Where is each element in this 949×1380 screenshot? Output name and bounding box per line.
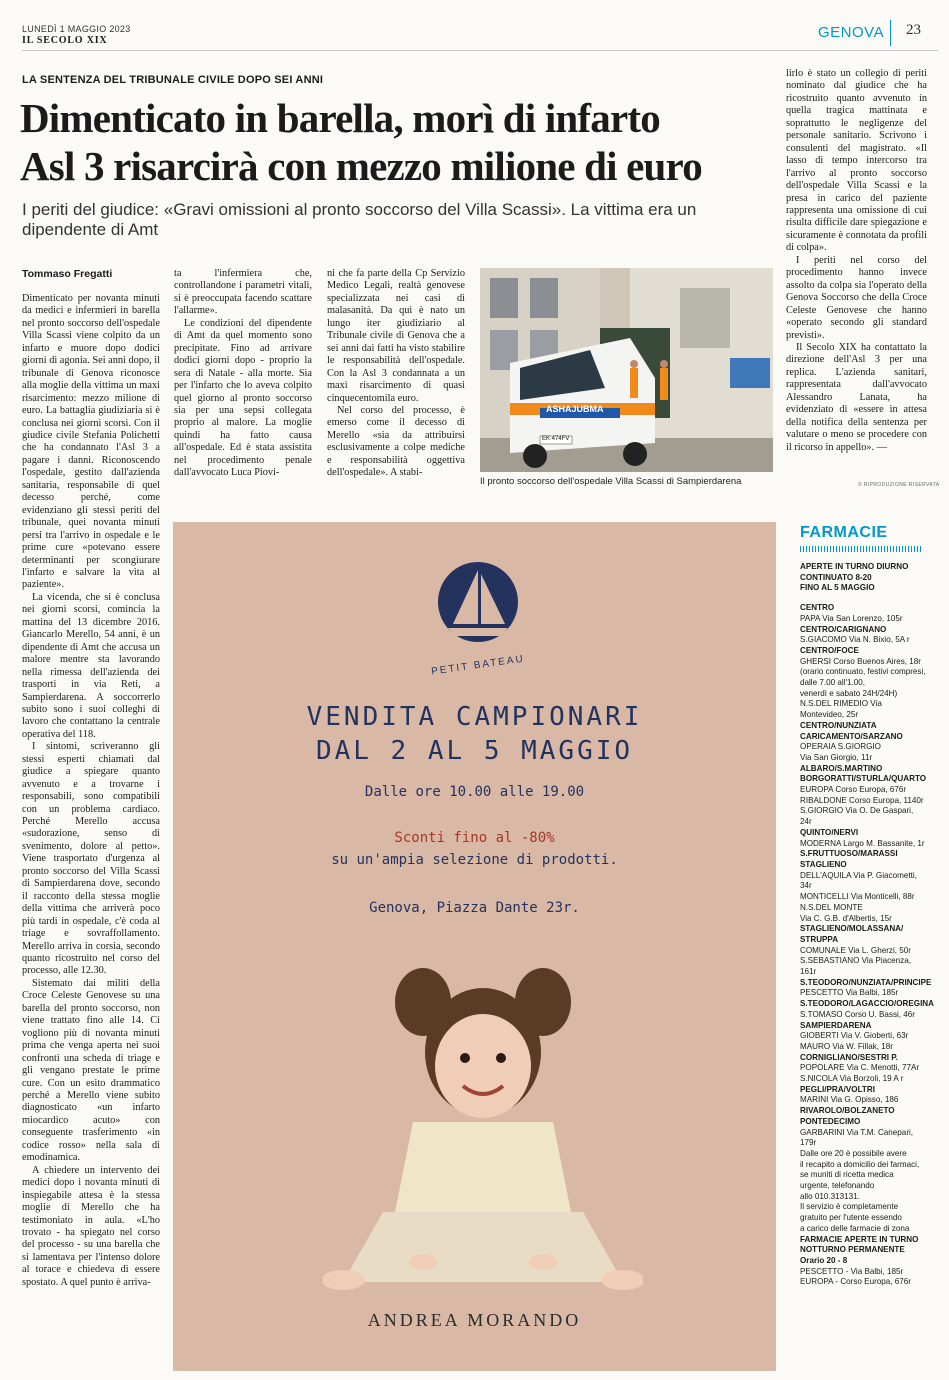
pharmacy-entry: urgente, telefonando [800, 1181, 875, 1191]
pharmacy-zone: Orario 20 - 8 [800, 1256, 848, 1265]
pharmacy-entry: PESCETTO - Via Balbi, 185r [800, 1266, 904, 1276]
pharmacy-entry: S.GIACOMO Via N. Bixio, 5A r [800, 635, 910, 645]
paragraph: Nel corso del processo, è emerso come il decesso di Merello «sia da attribuirsi esclusivamente a colpe mediche e responsabilità oggettiva dell'ospedale». A stabi- [327, 404, 465, 479]
pharmacy-entry: GARBARINI Via T.M. Canepari, 179r [800, 1127, 914, 1148]
pharmacy-entry: MARINI Via G. Opisso, 186 [800, 1095, 899, 1105]
pharmacy-entry: RIBALDONE Corso Europa, 1140r [800, 795, 924, 805]
pharmacy-entry: S.TOMASO Corso U. Bassi, 46r [800, 1009, 915, 1019]
ad-line-2: DAL 2 AL 5 MAGGIO [315, 736, 634, 766]
pharmacy-entry: S.NICOLA Via Borzoli, 19 A r [800, 1074, 904, 1084]
pharmacy-entry: il recapito a domicilio dei farmaci, [800, 1159, 920, 1169]
pharmacy-zone: CENTRO [800, 603, 835, 613]
page-number: 23 [906, 22, 921, 38]
headline-line-1: Dimenticato in barella, morì di infarto [20, 95, 660, 141]
pharmacy-entry: Via C. G.B. d'Albertis, 15r [800, 913, 892, 923]
pharmacy-entry: gratuito per l'utente essendo [800, 1213, 902, 1223]
paragraph: lirlo è stato un collegio di periti nominato dal giudice che ha ricostruito quanto avvenuto in quella tragica mattinata e soprattutto le negligenze del personale sanitario. Scrivono i consulenti del magistrato. «Il lasso di tempo intercorso tra l'arrivo al pronto soccorso dell'ospedale Villa Scassi e la presa in carico del paziente rappresenta una omissione di cui risulta difficile dare spiegazione e sicuramente è connotata da profili di colpa». [786, 68, 927, 254]
pharmacy-entry: S.GIORGIO Via O. De Gaspari, 24r [800, 806, 914, 827]
pharmacy-zone: CARICAMENTO/SARZANO [800, 731, 903, 741]
article-column-2 [174, 268, 312, 480]
paragraph: ta l'infermiera che, controllandone i parametri vitali, si è preoccupata facendo scattare l'allarme». [174, 268, 312, 317]
pharmacy-entry: Via San Giorgio, 11r [800, 752, 873, 762]
article-headline [20, 94, 780, 190]
pharmacy-entry: EUROPA Corso Europa, 676r [800, 785, 907, 795]
header-rule [22, 50, 938, 51]
pharmacy-zone: FARMACIE APERTE IN TURNO [800, 1234, 919, 1244]
newspaper-name: IL SECOLO XIX [22, 35, 108, 46]
pharmacy-entry: DELL'AQUILA Via P. Giacometti, 34r [800, 870, 917, 891]
article-kicker: LA SENTENZA DEL TRIBUNALE CIVILE DOPO SEI ANNI [22, 74, 324, 86]
pharmacies-stripe [800, 546, 923, 552]
article-author: Tommaso Fregatti [22, 268, 113, 280]
pharmacy-entry: MODERNA Largo M. Bassanite, 1r [800, 838, 925, 848]
pharmacy-entry: S.SEBASTIANO Via Piacenza, 161r [800, 956, 911, 977]
pharmacy-zone: S.TEODORO/NUNZIATA/PRINCIPE [800, 977, 932, 987]
paragraph: A chiedere un intervento dei medici dopo i novanta minuti di inspiegabile attesa è la stessa moglie di Merello che ha testimoniato in aula. «L'ho trovato - ha spiegato nel corso del processo - su una barella che si lamentava per l'intenso dolore al torace e chiedeva di essere spostato. A quel punto è arriva- [22, 1164, 160, 1288]
pharmacy-zone: QUINTO/NERVI [800, 827, 859, 837]
child-photo [323, 962, 643, 1302]
paragraph: Dimenticato per novanta minuti da medici e infermieri in barella nel pronto soccorso dell'ospedale Villa Scassi viene colpito da un infarto e muore dopo dodici giorni di agonia. Sei anni dopo, il tribunale di Genova riconosce alla moglie della vittima un maxi risarcimento: mezzo milione di euro. La battaglia giudiziaria si è conclusa nei giorni scorsi. Con il giudice civile Stefania Polichetti che ha condannato l'Asl 3 a pagare i danni. Riconoscendo l'ospedale, gestito dall'azienda sanitaria, responsabile di quel decesso perché, come evidenziano gli stessi periti del tribunale, quei novanta minuti persi tra l'arrivo in ospedale e le prime cure «potevano essere determinanti per scongiurare l'infarto e salvare la vita al paziente». [22, 293, 160, 591]
pharmacy-entry: Il servizio è completamente [800, 1202, 899, 1212]
pharmacy-entry: N.S.DEL RIMEDIO Via Montevideo, 25r [800, 699, 882, 720]
ad-line-1: VENDITA CAMPIONARI [306, 702, 643, 732]
paragraph: I sintomi, scriveranno gli stessi esperti chiamati dal giudice a spiegare quanto avvenuto e a trovarne i responsabili, sono compatibili con un problema cardiaco. Perché Merello accusa «sudorazione, senso di svenimento, dolore al petto». Viene trasportato d'urgenza al pronto soccorso del Villa Scassi di Sampierdarena dove, secondo il racconto della stessa moglie della vittima che arriverà poco più tardi in ospedale, c'è coda al triage e sovraffollamento. Merello arriva in corsia, secondo quanto ricostruito nel corso del processo, alle 12.30. [22, 741, 160, 977]
pharmacy-zone: FINO AL 5 MAGGIO [800, 583, 875, 593]
ad-hours: Dalle ore 10.00 alle 19.00 [364, 784, 585, 800]
pharmacy-entry: COMUNALE Via L. Gherzi, 50r [800, 945, 911, 955]
paragraph: Le condizioni del dipendente di Amt da quel momento sono precipitate. Fino ad arrivare dodici giorni dopo - proprio la sera di Natale - alla morte. Sia per l'infarto che lo aveva colpito quel giorno al pronto soccorso sia per una sepsi collegata proprio al malore. La moglie quindi ha fatto causa all'ospedale. Ed è stata assistita nel procedimento penale dall'avvocato Luca Piovi- [174, 317, 312, 479]
pharmacy-entry: EUROPA - Corso Europa, 676r [800, 1277, 911, 1287]
advertisement [173, 522, 776, 1371]
paragraph: Sistemato dai militi della Croce Celeste Genovese su una barella del pronto soccorso, non viene trattato fino alle 14. Ci vogliono più di novanta minuti prima che venga aperta nei suoi confronti una scheda di triage e gli vengano prestate le prime cure. Con un esito drammatico perché a Merello viene subito diagnosticato «un infarto miocardico acuto» con conseguente trasferimento «in codice rosso» nella sala di emodinamica. [22, 977, 160, 1164]
pharmacy-entry: dalle 7.00 all'1.00, [800, 678, 865, 688]
hospital-photo [480, 268, 773, 472]
pharmacy-zone: BORGORATTI/STURLA/QUARTO [800, 774, 927, 784]
pharmacy-zone: S.TEODORO/LAGACCIO/OREGINA [800, 999, 935, 1009]
ambulance-lettering: ASHAJUBMA [546, 404, 604, 414]
pharmacy-zone: PEGLI/PRA/VOLTRI [800, 1084, 875, 1094]
pharmacy-zone: CENTRO/CARIGNANO [800, 624, 887, 634]
pharmacy-zone: NOTTURNO PERMANENTE [800, 1245, 905, 1255]
article-column-3 [327, 268, 465, 480]
article-column-1 [22, 293, 160, 1289]
section-divider [890, 20, 891, 46]
pharmacy-entry [800, 594, 926, 603]
pharmacy-zone: APERTE IN TURNO DIURNO [800, 562, 909, 571]
pharmacy-entry: se muniti di ricetta medica [800, 1170, 894, 1180]
pharmacy-entry: venerdì e sabato 24H/24H) [800, 688, 898, 698]
pharmacy-zone: ALBARO/S.MARTINO [800, 763, 883, 773]
pharmacy-zone: STAGLIENO [800, 859, 847, 869]
pharmacy-zone: PONTEDECIMO [800, 1116, 861, 1126]
issue-date: LUNEDÌ 1 MAGGIO 2023 [22, 24, 131, 34]
pharmacies-list [800, 562, 935, 1288]
pharmacy-entry: allo 010.313131. [800, 1191, 860, 1201]
boat-logo-icon [423, 552, 533, 662]
logo-text: PETIT BATEAU [430, 653, 526, 678]
ad-selection: su un'ampia selezione di prodotti. [331, 852, 618, 868]
pharmacies-title-text: FARMACIE [800, 524, 888, 541]
pharmacy-zone: S.FRUTTUOSO/MARASSI [800, 849, 898, 859]
paragraph: La vicenda, che si è conclusa nei giorni scorsi, comincia la mattina del 13 dicembre 2016. Giancarlo Merello, 54 anni, è un dipendente di Amt che accusa un malore mentre sta lavorando nella rimessa dell'azienda dei trasporti in via Reti, a Sampierdarena. A soccorrerlo subito sono i suoi colleghi di lavoro che contattano la centrale operativa del 118. [22, 591, 160, 740]
pharmacy-entry: GHERSI Corso Buenos Aires, 18r [800, 656, 922, 666]
pharmacy-entry: PESCETTO Via Balbi, 185r [800, 988, 899, 998]
pharmacy-zone: CONTINUATO 8-20 [800, 572, 872, 582]
pharmacy-entry: a carico delle farmacie di zona [800, 1223, 910, 1233]
pharmacy-zone: CENTRO/FOCE [800, 645, 859, 655]
pharmacy-entry: MAURO Via W. Fillak, 18r [800, 1041, 893, 1051]
license-plate: EK 474FV [542, 436, 570, 442]
pharmacy-entry: MONTICELLI Via Monticelli, 88r [800, 892, 915, 902]
ad-address: Genova, Piazza Dante 23r. [369, 900, 580, 916]
pharmacy-entry: (orario continuato, festivi compresi, [800, 667, 926, 677]
paragraph: Il Secolo XIX ha contattato la direzione dell'Asl 3 per una replica. L'azienda sanitari, rappresentata dall'avvocato Alessandro Lanata, ha evidenziato di «essere in attesa della notifica della sentenza per valutare o meno se procedere con il ricorso in appello». — [786, 341, 927, 453]
copyright-note: © RIPRODUZIONE RISERVATA [858, 482, 940, 488]
pharmacy-entry: N.S.DEL MONTE [800, 902, 863, 912]
pharmacy-zone: CORNIGLIANO/SESTRI P. [800, 1052, 898, 1062]
pharmacy-zone: RIVAROLO/BOLZANETO [800, 1106, 895, 1116]
pharmacy-entry: Dalle ore 20 è possibile avere [800, 1148, 907, 1158]
photo-caption: Il pronto soccorso dell'ospedale Villa Scassi di Sampierdarena [480, 476, 742, 487]
ad-discount: Sconti fino al -80% [394, 830, 555, 846]
ad-brand: ANDREA MORANDO [367, 1310, 582, 1330]
pharmacy-entry: GIOBERTI Via V. Gioberti, 63r [800, 1031, 909, 1041]
pharmacy-zone: STAGLIENO/MOLASSANA/ [800, 924, 904, 934]
paragraph: ni che fa parte della Cp Servizio Medico Legali, realtà genovese specializzata nei casi di malasanità. Da qui è nato un lungo iter giudiziario al Tribunale civile di Genova che a sei anni dai fatti ha visto stabilire le responsabilità dell'ospedale. Con la Asl 3 condannata a un maxi risarcimento di quasi cinquecentomila euro. [327, 268, 465, 404]
paragraph: I periti nel corso del procedimento hanno invece assolto da colpa sia l'operato della Genova Soccorso che della Croce Celeste Genovese che hanno «operato secondo gli standard previsti». [786, 254, 927, 341]
pharmacies-title [800, 522, 923, 546]
section-name: GENOVA [818, 24, 885, 41]
pharmacy-entry: PAPA Via San Lorenzo, 105r [800, 613, 903, 623]
article-column-4 [786, 68, 927, 454]
ambulance-image [480, 268, 773, 472]
pharmacy-entry: POPOLARE Via C. Menotti, 77Ar [800, 1063, 920, 1073]
pharmacy-zone: CENTRO/NUNZIATA [800, 720, 877, 730]
pharmacy-entry: OPERAIA S.GIORGIO [800, 742, 881, 752]
pharmacy-zone: STRUPPA [800, 934, 839, 944]
pharmacy-zone: SAMPIERDARENA [800, 1020, 872, 1030]
headline-line-2: Asl 3 risarcirà con mezzo milione di euro [20, 143, 702, 189]
article-subheadline: I periti del giudice: «Gravi omissioni al pronto soccorso del Villa Scassi». La vittima era un dipendente di Amt [22, 200, 697, 239]
